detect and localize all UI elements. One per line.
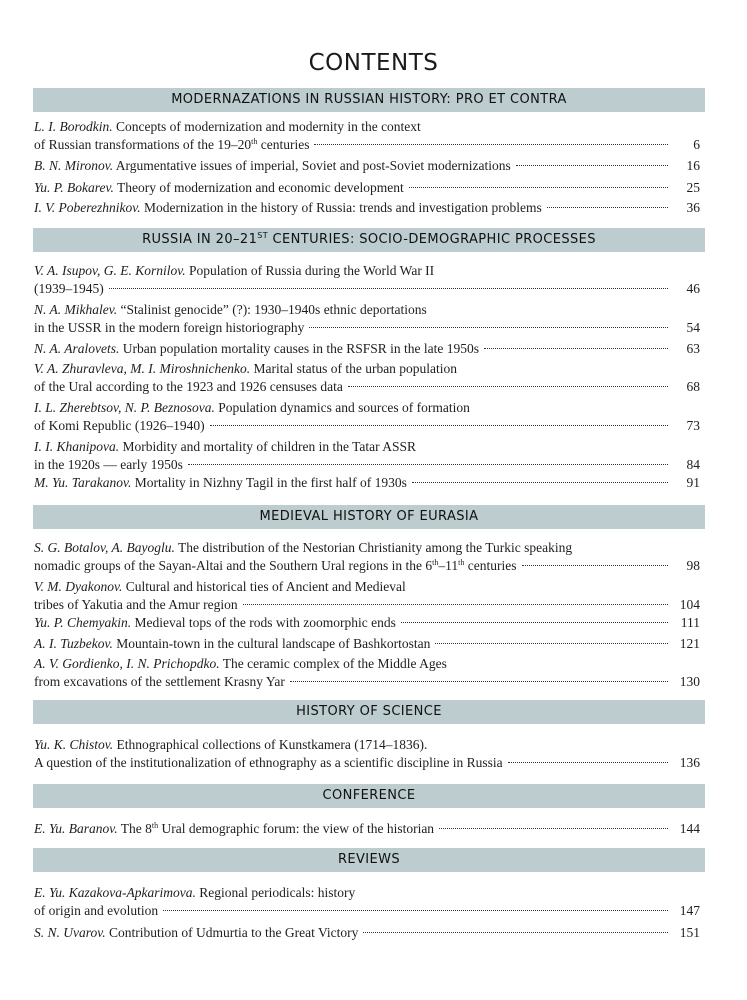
toc-entry[interactable]: [34, 157, 700, 175]
entry-last-line: [34, 319, 700, 337]
toc-entry[interactable]: [34, 360, 700, 396]
page-number: 73: [686, 418, 700, 433]
toc-entry[interactable]: [34, 118, 700, 154]
toc-entry[interactable]: [34, 614, 700, 632]
dot-leader: [348, 386, 668, 387]
toc-entry[interactable]: [34, 262, 700, 298]
entry-text: [34, 754, 503, 772]
entry-title: The ceramic complex of the Middle Ages: [222, 656, 447, 671]
entry-last-line: [34, 340, 700, 358]
dot-leader: [363, 932, 668, 933]
page-number: 147: [679, 903, 700, 918]
entry-last-line: [34, 280, 700, 298]
section-heading-text: MEDIEVAL HISTORY OF EURASIA: [259, 509, 479, 524]
entry-title: The 8: [120, 821, 152, 836]
entry-text: [34, 118, 425, 136]
entry-title: Regional periodicals: history: [199, 885, 356, 900]
entry-title: Theory of modernization and economic development: [117, 180, 404, 195]
entry-last-line: [34, 924, 700, 942]
entry-text: [34, 596, 238, 614]
entry-text: [34, 635, 430, 653]
entry-last-line: [34, 456, 700, 474]
section-heading: [33, 228, 705, 252]
entry-title: Modernization in the history of Russia: trends and investigation problems: [143, 200, 542, 215]
toc-entry[interactable]: [34, 820, 700, 838]
toc-entry[interactable]: [34, 199, 700, 217]
entry-authors: B. N. Mironov.: [34, 158, 114, 173]
dot-leader: [516, 165, 668, 166]
section-heading-superscript: ST: [257, 231, 269, 240]
entry-last-line: [34, 157, 700, 175]
entry-authors: M. Yu. Tarakanov.: [34, 475, 132, 490]
entry-title: The distribution of the Nestorian Christianity among the Turkic speaking: [178, 540, 573, 555]
entry-title: Concepts of modernization and modernity in the context: [116, 119, 421, 134]
entry-text: [34, 884, 359, 902]
entry-authors: Yu. P. Chemyakin.: [34, 615, 132, 630]
entry-title-line2: A question of the institutionalization of ethnography as a scientific discipline in Russia: [34, 755, 503, 770]
entry-text: [34, 301, 431, 319]
page-number: 98: [686, 558, 700, 573]
toc-entry[interactable]: [34, 924, 700, 942]
section-heading: [33, 848, 705, 872]
section-heading-text: MODERNAZATIONS IN RUSSIAN HISTORY: PRO ET CONTRA: [171, 92, 567, 107]
entry-title-line2: in the 1920s — early 1950s: [34, 457, 183, 472]
entry-title: Ethnographical collections of Kunstkamera (1714–1836).: [116, 737, 428, 752]
dot-leader: [484, 348, 668, 349]
entry-last-line: [34, 378, 700, 396]
page-number: 136: [679, 755, 700, 770]
toc-entry[interactable]: [34, 884, 700, 920]
entry-authors: S. G. Botalov, A. Bayoglu.: [34, 540, 175, 555]
entry-line: [34, 262, 700, 280]
entry-authors: N. A. Aralovets.: [34, 341, 120, 356]
entry-authors: A. I. Tuzbekov.: [34, 636, 113, 651]
entry-title: Contribution of Udmurtia to the Great Victory: [109, 925, 359, 940]
entry-last-line: [34, 902, 700, 920]
section-heading: [33, 784, 705, 808]
toc-entry[interactable]: [34, 539, 700, 575]
dot-leader: [409, 187, 668, 188]
entry-authors: E. Yu. Kazakova-Apkarimova.: [34, 885, 196, 900]
entry-last-line: [34, 820, 700, 838]
entry-line: [34, 118, 700, 136]
entry-text: [34, 340, 479, 358]
entry-title: Mountain-town in the cultural landscape of Bashkortostan: [116, 636, 431, 651]
entry-text: [34, 655, 451, 673]
dot-leader: [290, 681, 668, 682]
section-heading-text: HISTORY OF SCIENCE: [296, 704, 442, 719]
dot-leader: [210, 425, 668, 426]
entry-superscript: th: [251, 137, 258, 146]
page-number: 54: [686, 320, 700, 335]
entry-authors: Yu. P. Bokarev.: [34, 180, 114, 195]
entry-last-line: [34, 614, 700, 632]
entry-line: [34, 736, 700, 754]
dot-leader: [439, 828, 668, 829]
entry-last-line: [34, 557, 700, 575]
entry-line: [34, 438, 700, 456]
dot-leader: [188, 464, 668, 465]
dot-leader: [109, 288, 668, 289]
entry-text: [34, 399, 474, 417]
dot-leader: [508, 762, 668, 763]
entry-authors: V. A. Zhuravleva, M. I. Miroshnichenko.: [34, 361, 251, 376]
page-number: 144: [679, 821, 700, 836]
entry-title: Medieval tops of the rods with zoomorphic ends: [134, 615, 396, 630]
entry-title-line2: from excavations of the settlement Krasny Yar: [34, 674, 285, 689]
entry-text: [34, 474, 407, 492]
page-number: 25: [686, 180, 700, 195]
entry-text: [34, 280, 104, 298]
entry-text: [34, 319, 304, 337]
toc-entry[interactable]: [34, 438, 700, 474]
entry-text: [34, 673, 285, 691]
entry-title: Population of Russia during the World War II: [189, 263, 435, 278]
entry-title-line2-mid: –11: [438, 558, 459, 573]
entry-text: [34, 557, 517, 575]
entry-text: [34, 262, 438, 280]
entry-title: “Stalinist genocide” (?): 1930–1940s ethnic deportations: [120, 302, 427, 317]
page-number: 84: [686, 457, 700, 472]
entry-authors: V. M. Dyakonov.: [34, 579, 123, 594]
dot-leader: [522, 565, 669, 566]
entry-title: Morbidity and mortality of children in the Tatar ASSR: [122, 439, 417, 454]
entry-title-line2: (1939–1945): [34, 281, 104, 296]
dot-leader: [243, 604, 668, 605]
dot-leader: [547, 207, 668, 208]
entry-text: [34, 902, 158, 920]
toc-entry[interactable]: [34, 399, 700, 435]
entry-text: [34, 614, 396, 632]
page-number: 130: [679, 674, 700, 689]
entry-title-cont: Ural demographic forum: the view of the historian: [158, 821, 435, 836]
toc-entry[interactable]: [34, 340, 700, 358]
dot-leader: [412, 482, 668, 483]
entry-title: Urban population mortality causes in the RSFSR in the late 1950s: [122, 341, 479, 356]
dot-leader: [314, 144, 668, 145]
toc-entry[interactable]: [34, 655, 700, 691]
section-heading: [33, 505, 705, 529]
toc-entry[interactable]: [34, 179, 700, 197]
entry-last-line: [34, 673, 700, 691]
entry-text: [34, 179, 404, 197]
entry-title: Mortality in Nizhny Tagil in the first half of 1930s: [134, 475, 407, 490]
page-number: 111: [680, 615, 700, 630]
entry-text: [34, 438, 420, 456]
entry-text: [34, 539, 576, 557]
entry-line: [34, 360, 700, 378]
entry-title: Population dynamics and sources of formation: [218, 400, 470, 415]
toc-entry[interactable]: [34, 474, 700, 492]
entry-text: [34, 378, 343, 396]
page-number: 46: [686, 281, 700, 296]
entry-line: [34, 301, 700, 319]
section-heading-text: RUSSIA IN 20–21: [142, 232, 258, 247]
entry-last-line: [34, 474, 700, 492]
entry-last-line: [34, 596, 700, 614]
dot-leader: [401, 622, 668, 623]
entry-text: [34, 736, 431, 754]
entry-authors: I. L. Zherebtsov, N. P. Beznosova.: [34, 400, 215, 415]
section-heading-text-cont: CENTURIES: SOCIO-DEMOGRAPHIC PROCESSES: [268, 232, 596, 247]
entry-text: [34, 820, 434, 838]
toc-entry[interactable]: [34, 301, 700, 337]
entry-text: [34, 157, 511, 175]
section-heading: [33, 700, 705, 724]
page-number: 104: [679, 597, 700, 612]
entry-title-line2: of origin and evolution: [34, 903, 159, 918]
page-number: 36: [686, 200, 700, 215]
entry-last-line: [34, 199, 700, 217]
entry-line: [34, 539, 700, 557]
entry-line: [34, 884, 700, 902]
entry-last-line: [34, 754, 700, 772]
entry-authors: N. A. Mikhalev.: [34, 302, 118, 317]
entry-authors: L. I. Borodkin.: [34, 119, 113, 134]
dot-leader: [435, 643, 668, 644]
entry-text: [34, 924, 358, 942]
entry-authors: S. N. Uvarov.: [34, 925, 106, 940]
entry-text: [34, 199, 542, 217]
entry-title: Cultural and historical ties of Ancient and Medieval: [125, 579, 406, 594]
toc-entry[interactable]: [34, 578, 700, 614]
entry-line: [34, 655, 700, 673]
section-heading: [33, 88, 705, 112]
entry-last-line: [34, 635, 700, 653]
page-number: 68: [686, 379, 700, 394]
entry-title-line2: of Russian transformations of the 19–20: [34, 137, 252, 152]
entry-line: [34, 399, 700, 417]
entry-text: [34, 456, 183, 474]
entry-superscript: th: [432, 558, 439, 567]
page-number: 16: [686, 158, 700, 173]
toc-entry[interactable]: [34, 635, 700, 653]
entry-title-line2: of Komi Republic (1926–1940): [34, 418, 205, 433]
entry-title: Marital status of the urban population: [253, 361, 458, 376]
entry-authors: E. Yu. Baranov.: [34, 821, 118, 836]
entry-authors: Yu. K. Chistov.: [34, 737, 114, 752]
entry-title-line2-cont: centuries: [464, 558, 517, 573]
entry-superscript: th: [151, 821, 159, 830]
entry-title-line2: of the Ural according to the 1923 and 1926 censuses data: [34, 379, 343, 394]
entry-last-line: [34, 417, 700, 435]
dot-leader: [309, 327, 668, 328]
entry-line: [34, 578, 700, 596]
entry-text: [34, 578, 410, 596]
section-heading-text: REVIEWS: [337, 852, 401, 867]
dot-leader: [163, 910, 668, 911]
page-number: 6: [693, 137, 700, 152]
entry-authors: A. V. Gordienko, I. N. Prichopdko.: [34, 656, 220, 671]
entry-authors: I. V. Poberezhnikov.: [34, 200, 141, 215]
page-title: CONTENTS: [308, 50, 439, 76]
entry-last-line: [34, 179, 700, 197]
page-number: 91: [686, 475, 700, 490]
entry-title-line2: tribes of Yakutia and the Amur region: [34, 597, 238, 612]
section-heading-text: CONFERENCE: [322, 788, 416, 803]
entry-text: [34, 360, 461, 378]
page-number: 151: [679, 925, 700, 940]
toc-entry[interactable]: [34, 736, 700, 772]
entry-authors: V. A. Isupov, G. E. Kornilov.: [34, 263, 186, 278]
entry-text: [34, 136, 309, 154]
entry-title-line2: in the USSR in the modern foreign historiography: [34, 320, 305, 335]
entry-authors: I. I. Khanipova.: [34, 439, 120, 454]
entry-title-line2: nomadic groups of the Sayan-Altai and the Southern Ural regions in the 6: [34, 558, 433, 573]
entry-text: [34, 417, 205, 435]
entry-title-line2-cont: centuries: [257, 137, 310, 152]
entry-last-line: [34, 136, 700, 154]
page-number: 63: [686, 341, 700, 356]
page-number: 121: [679, 636, 700, 651]
entry-superscript: th: [458, 558, 465, 567]
entry-title: Argumentative issues of imperial, Soviet and post-Soviet modernizations: [115, 158, 511, 173]
